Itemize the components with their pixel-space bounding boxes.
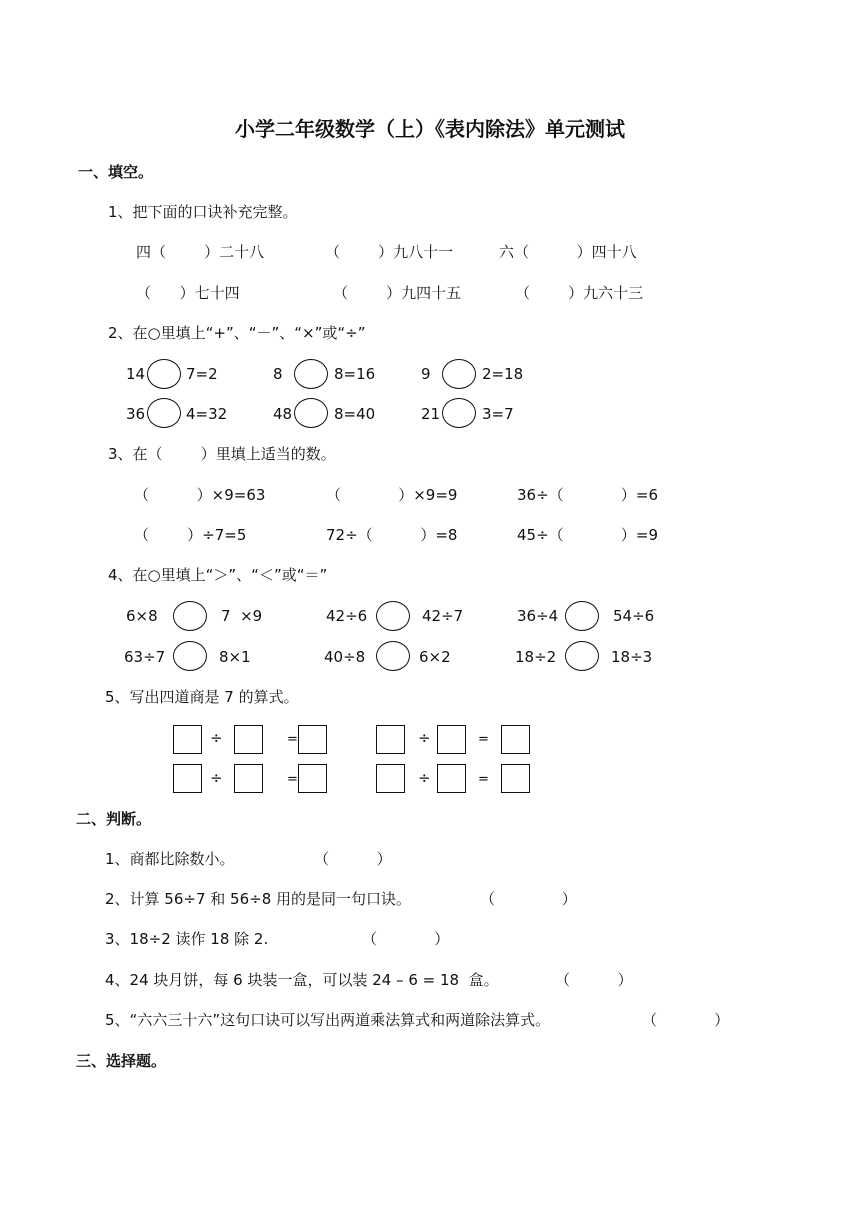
judge-answer-blank[interactable]: （ ）	[362, 930, 450, 948]
operand: 8=40	[334, 405, 376, 423]
q1-blank[interactable]: （ ）九六十三	[515, 284, 644, 302]
page-title: 小学二年级数学（上）《表内除法》单元测试	[235, 117, 625, 141]
q3-blank[interactable]: （ ）÷7=5	[134, 526, 247, 544]
answer-circle[interactable]	[376, 641, 410, 671]
answer-circle[interactable]	[442, 398, 476, 428]
answer-circle[interactable]	[442, 359, 476, 389]
equals-sign: =	[287, 772, 298, 787]
judge-item-text: 3、18÷2 读作 18 除 2.	[105, 930, 269, 948]
answer-box[interactable]	[173, 764, 202, 793]
q1-blank[interactable]: 四（ ）二十八	[136, 243, 265, 261]
operand: 54÷6	[613, 607, 655, 625]
judge-item-text: 4、24 块月饼，每 6 块装一盒，可以装 24 – 6 = 18 盒。	[105, 971, 499, 989]
judge-item-text: 1、商都比除数小。	[105, 850, 235, 868]
answer-box[interactable]	[234, 725, 263, 754]
equals-sign: =	[478, 772, 489, 787]
operand: 36÷4	[517, 607, 559, 625]
q1-blank[interactable]: （ ）九四十五	[333, 284, 462, 302]
division-sign: ÷	[210, 769, 223, 787]
operand: 4=32	[186, 405, 228, 423]
q1-blank[interactable]: （ ）七十四	[136, 284, 240, 302]
answer-circle[interactable]	[294, 398, 328, 428]
judge-item-text: 2、计算 56÷7 和 56÷8 用的是同一句口诀。	[105, 890, 412, 908]
operand: 18÷2	[515, 648, 557, 666]
judge-answer-blank[interactable]: （ ）	[314, 850, 392, 868]
operand: 7=2	[186, 365, 218, 383]
division-sign: ÷	[418, 729, 431, 747]
operand: 2=18	[482, 365, 524, 383]
operand: 8=16	[334, 365, 376, 383]
operand: 8	[273, 365, 283, 383]
q3-blank[interactable]: （ ）×9=63	[134, 486, 266, 504]
equals-sign: =	[478, 732, 489, 747]
q3-prompt: 3、在（ ）里填上适当的数。	[108, 445, 336, 463]
equals-sign: =	[287, 732, 298, 747]
answer-box[interactable]	[298, 764, 327, 793]
answer-circle[interactable]	[565, 641, 599, 671]
answer-circle[interactable]	[376, 601, 410, 631]
operand: 14	[126, 365, 146, 383]
answer-circle[interactable]	[173, 601, 207, 631]
operand: 63÷7	[124, 648, 166, 666]
answer-box[interactable]	[437, 725, 466, 754]
operand: 40÷8	[324, 648, 366, 666]
answer-box[interactable]	[501, 725, 530, 754]
division-sign: ÷	[418, 769, 431, 787]
division-sign: ÷	[210, 729, 223, 747]
answer-circle[interactable]	[173, 641, 207, 671]
operand: 3=7	[482, 405, 514, 423]
judge-item-text: 5、“六六三十六”这句口诀可以写出两道乘法算式和两道除法算式。	[105, 1011, 551, 1029]
operand: 48	[273, 405, 293, 423]
operand: 21	[421, 405, 441, 423]
operand: 6×2	[419, 648, 451, 666]
q4-prompt: 4、在○里填上“＞”、“＜”或“＝”	[108, 566, 328, 584]
q3-blank[interactable]: 72÷（ ）=8	[326, 526, 458, 544]
answer-box[interactable]	[173, 725, 202, 754]
answer-box[interactable]	[437, 764, 466, 793]
judge-answer-blank[interactable]: （ ）	[642, 1011, 730, 1029]
q5-prompt: 5、写出四道商是 7 的算式。	[105, 688, 299, 706]
operand: 6×8	[126, 607, 158, 625]
answer-circle[interactable]	[294, 359, 328, 389]
operand: 18÷3	[611, 648, 653, 666]
q1-blank[interactable]: 六（ ）四十八	[499, 243, 637, 261]
answer-box[interactable]	[501, 764, 530, 793]
answer-box[interactable]	[298, 725, 327, 754]
answer-circle[interactable]	[565, 601, 599, 631]
q3-blank[interactable]: 36÷（ ）=6	[517, 486, 658, 504]
operand: 8×1	[219, 648, 251, 666]
q2-prompt: 2、在○里填上“+”、“－”、“×”或“÷”	[108, 324, 366, 342]
operand: 9	[421, 365, 431, 383]
answer-box[interactable]	[376, 764, 405, 793]
judge-answer-blank[interactable]: （ ）	[480, 890, 577, 908]
operand: 36	[126, 405, 146, 423]
answer-circle[interactable]	[147, 398, 181, 428]
section-3-heading: 三、选择题。	[76, 1052, 167, 1070]
q3-blank[interactable]: （ ）×9=9	[326, 486, 458, 504]
operand: 7 ×9	[221, 607, 263, 625]
section-2-heading: 二、判断。	[76, 810, 152, 828]
q3-blank[interactable]: 45÷（ ）=9	[517, 526, 658, 544]
answer-box[interactable]	[376, 725, 405, 754]
q1-prompt: 1、把下面的口诀补充完整。	[108, 203, 298, 221]
operand: 42÷6	[326, 607, 368, 625]
judge-answer-blank[interactable]: （ ）	[555, 971, 633, 989]
operand: 42÷7	[422, 607, 464, 625]
answer-circle[interactable]	[147, 359, 181, 389]
section-1-heading: 一、填空。	[78, 163, 154, 181]
q1-blank[interactable]: （ ）九八十一	[325, 243, 454, 261]
answer-box[interactable]	[234, 764, 263, 793]
